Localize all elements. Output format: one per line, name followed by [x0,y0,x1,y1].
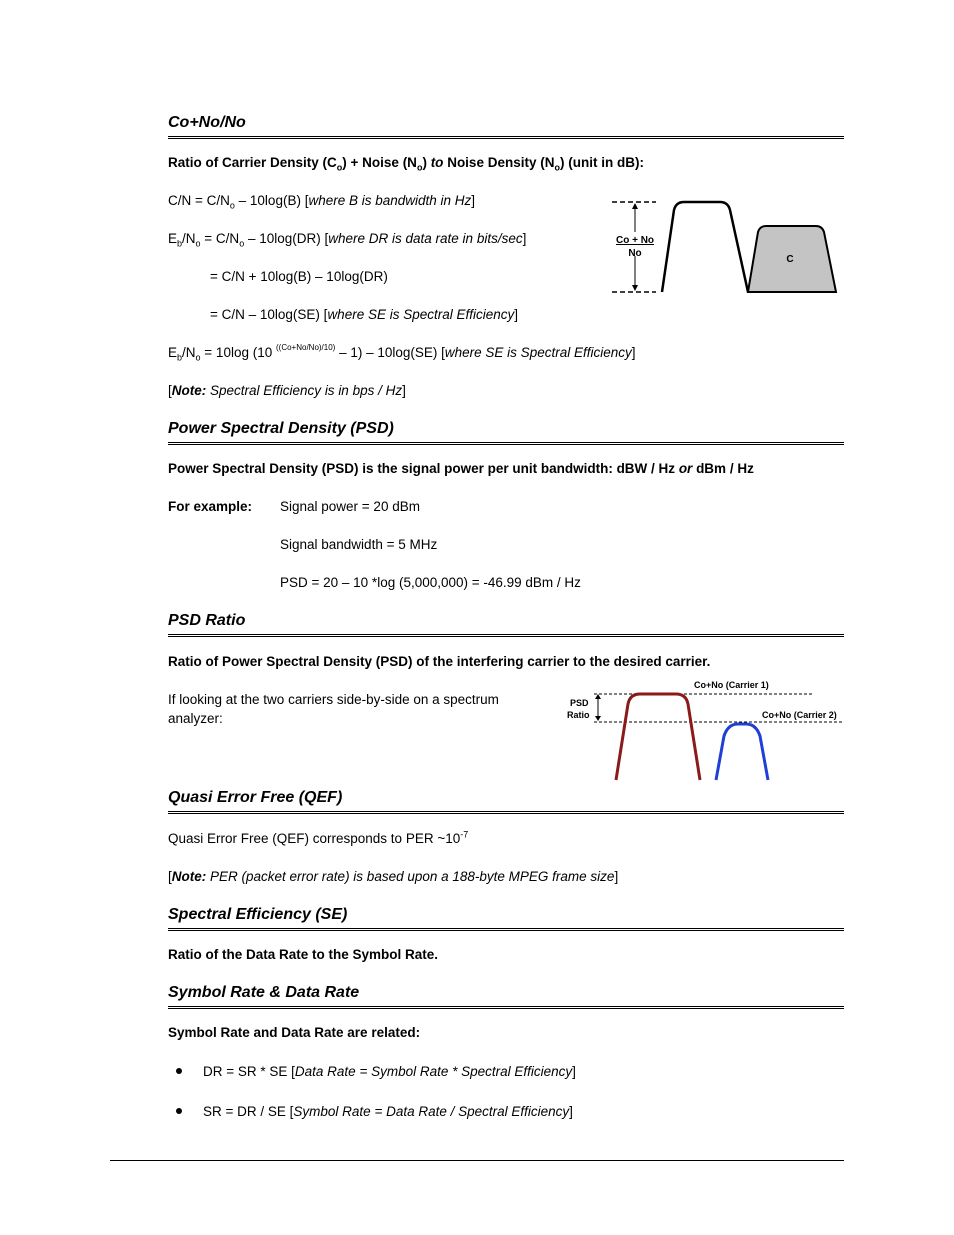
cono-diagram [608,190,844,300]
sr-description: Symbol Rate and Data Rate are related: [168,1025,421,1040]
psd-example-result: PSD = 20 – 10 *log (5,000,000) = -46.99 dBm / Hz [280,575,581,590]
section-heading-se: Spectral Efficiency (SE) [168,906,844,931]
cono-note: [Note: Spectral Efficiency is in bps / Hz] [168,383,406,398]
carrier1-curve [616,694,700,780]
section-heading-symbol-rate: Symbol Rate & Data Rate [168,984,844,1009]
equation-ebno-step2: = C/N + 10log(B) – 10log(DR) [210,269,388,284]
psd-example-power: Signal power = 20 dBm [280,499,420,514]
bullet-sr-formula: SR = DR / SE [Symbol Rate = Data Rate / Spectral Efficiency] [203,1104,573,1119]
section-heading-psd-ratio: PSD Ratio [168,612,844,637]
psd-example-label: For example: [168,499,253,514]
fig-label-psd: PSD [570,698,589,708]
cono-description: Ratio of Carrier Density $(C_o)$ + Noise $(N_o)$ to Noise Density $(N_o)$ (unit in dB): [168,155,644,173]
psd-ratio-text-line2: analyzer: [168,711,223,726]
qef-text: Quasi Error Free (QEF) corresponds to PER $\sim 10^{-7}$ [168,829,469,846]
fig-label-cono: Co + No [615,235,655,246]
section-heading-psd: Power Spectral Density (PSD) [168,420,844,445]
equation-ebno: $E_b/N_o = C/N_o - 10\log(DR)$ [where DR is data rate in bits/sec] [168,231,527,249]
arrow-up-icon [632,203,638,209]
section-heading-qef: Quasi Error Free (QEF) [168,789,844,814]
psd-description: Power Spectral Density (PSD) is the signal power per unit bandwidth: dBW / Hz or dBm / Hz [168,461,754,476]
bullet-icon [176,1108,182,1114]
psd-ratio-diagram [560,676,844,786]
fig-label-carrier1: Co+No (Carrier 1) [694,680,769,690]
bullet-dr-formula: DR = SR * SE [Data Rate = Symbol Rate * Spectral Efficiency] [203,1064,576,1079]
equation-ebno-step3: = C/N – 10log(SE) [where SE is Spectral Efficiency] [210,307,519,322]
fig-label-carrier2: Co+No (Carrier 2) [762,710,837,720]
fig-label-no: No [628,248,642,259]
psd-ratio-text-line1: If looking at the two carriers side-by-side on a spectrum [168,692,499,707]
qef-note: [Note: PER (packet error rate) is based upon a 188-byte MPEG frame size] [168,869,619,884]
footer-rule [110,1160,844,1161]
arrow-down-icon [632,285,638,291]
psd-ratio-description: Ratio of Power Spectral Density (PSD) of the interfering carrier to the desired carrier. [168,654,711,669]
equation-cn: $C/N = C/N_o - 10\log(B)$ [where B is bandwidth in Hz] [168,193,476,211]
bullet-icon [176,1068,182,1074]
carrier-noise-curve [662,202,748,292]
se-description: Ratio of the Data Rate to the Symbol Rate. [168,947,439,962]
arrow-down-icon [595,716,601,721]
psd-example-bandwidth: Signal bandwidth = 5 MHz [280,537,438,552]
fig-label-c: C [786,254,794,265]
fig-label-ratio: Ratio [567,710,590,720]
section-heading-cono: Co+No/No [168,114,844,139]
equation-ebno-log: $E_b/N_o = 10\log$ (10 $^{((Co+No/No)/10)}$ – 1) – 10log(SE) [where SE is Spectral Efficiency] [168,342,636,363]
arrow-up-icon [595,694,601,699]
carrier2-curve [716,724,768,780]
